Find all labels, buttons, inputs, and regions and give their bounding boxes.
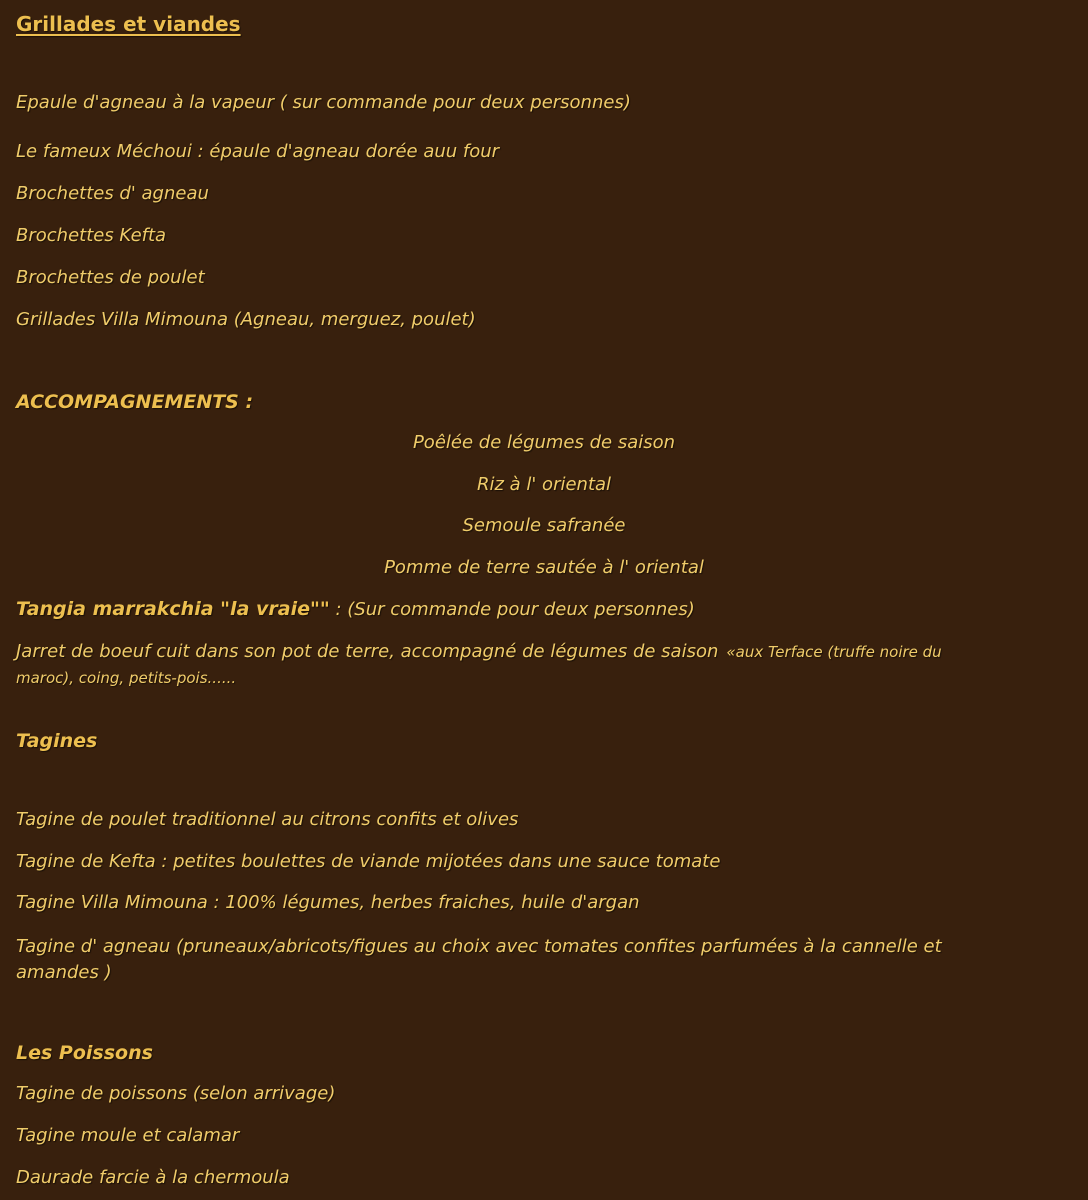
jarret-description-detail: maroc), coing, petits-pois......	[16, 669, 237, 687]
accompagnement-item: Pomme de terre sautée à l' oriental	[384, 557, 704, 578]
poisson-item: Tagine de poissons (selon arrivage)	[16, 1083, 336, 1104]
poissons-title: Les Poissons	[16, 1042, 153, 1064]
tangia-title: Tangia marrakchia "la vraie""	[16, 598, 330, 620]
grillades-item: Epaule d'agneau à la vapeur ( sur commande pour deux personnes)	[16, 92, 631, 113]
tagine-item: Tagine de Kefta : petites boulettes de viande mijotées dans une sauce tomate	[16, 851, 721, 872]
jarret-description-detail: «aux Terface (truffe noire du	[726, 643, 942, 661]
grillades-item: Brochettes de poulet	[16, 267, 205, 288]
accompagnement-item: Riz à l' oriental	[476, 474, 612, 495]
jarret-description	[16, 639, 1072, 691]
tagine-item: Tagine de poulet traditionnel au citrons confits et olives	[16, 809, 519, 830]
poisson-item: Daurade farcie à la chermoula	[16, 1167, 290, 1188]
accompagnements-title: ACCOMPAGNEMENTS :	[16, 391, 254, 413]
tagine-item-agneau-line1: Tagine d' agneau (pruneaux/abricots/figues au choix avec tomates confites parfumées à la cannelle et	[16, 936, 942, 957]
grillades-item: Brochettes Kefta	[16, 225, 167, 246]
tangia-line	[16, 598, 1072, 621]
accompagnement-item: Semoule safranée	[462, 515, 626, 536]
grillades-item: Le fameux Méchoui : épaule d'agneau dorée auu four	[16, 141, 500, 162]
tagine-item: Tagine Villa Mimouna : 100% légumes, herbes fraiches, huile d'argan	[16, 892, 640, 913]
accompagnement-item: Poêlée de légumes de saison	[412, 432, 676, 453]
tangia-note: : (Sur commande pour deux personnes)	[329, 599, 695, 620]
jarret-description-main: Jarret de boeuf cuit dans son pot de terre, accompagné de légumes de saison	[16, 641, 719, 662]
grillades-title: Grillades et viandes	[16, 12, 241, 36]
grillades-item: Grillades Villa Mimouna (Agneau, merguez, poulet)	[16, 309, 476, 330]
poisson-item: Tagine moule et calamar	[16, 1125, 240, 1146]
tagine-item-agneau	[16, 934, 1072, 986]
tagines-title: Tagines	[16, 730, 98, 752]
grillades-item: Brochettes d' agneau	[16, 183, 209, 204]
tagine-item-agneau-line2: amandes )	[16, 962, 112, 983]
